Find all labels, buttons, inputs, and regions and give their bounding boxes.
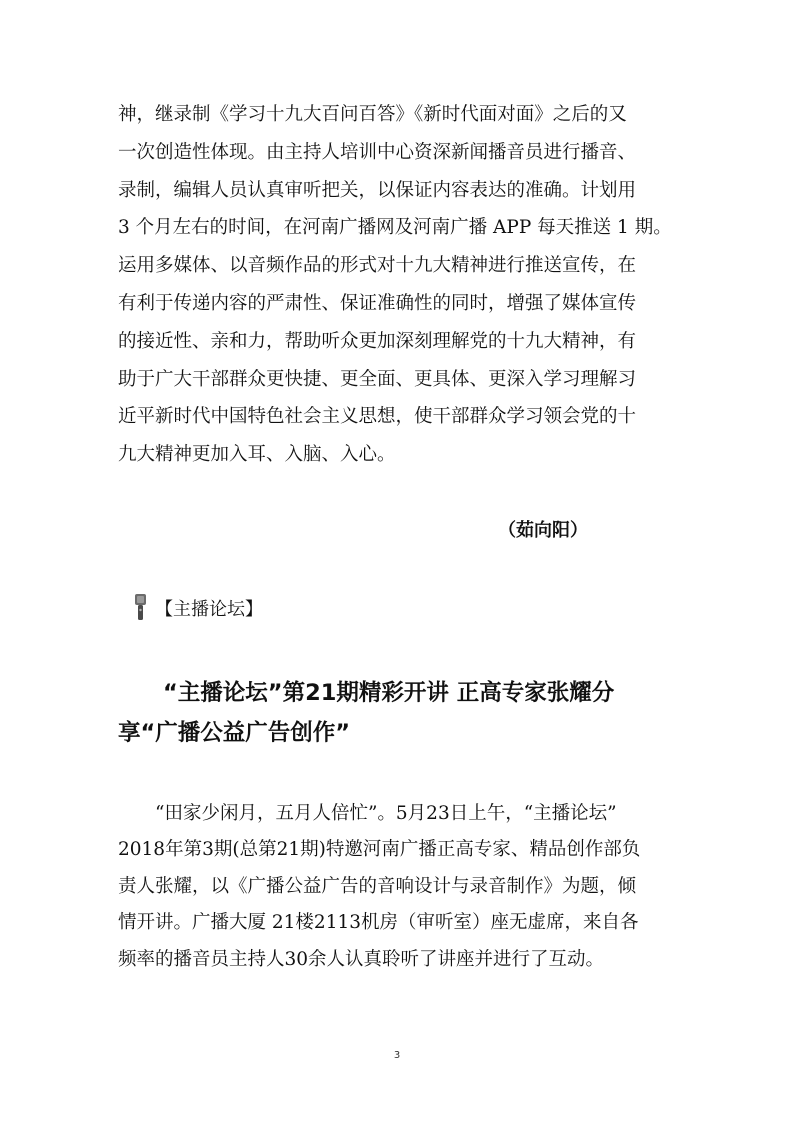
paragraph-line: 录制，编辑人员认真审听把关，以保证内容表达的准确。计划用 xyxy=(118,179,637,201)
paragraph-line: 神，继录制《学习十九大百问百答》《新时代面对面》之后的又 xyxy=(118,104,627,125)
article-headline xyxy=(118,673,688,753)
paragraph-line: 一次创造性体现。由主持人培训中心资深新闻播音员进行播音、 xyxy=(118,141,637,163)
paragraph-line: 责人张耀，以《广播公益广告的音响设计与录音制作》为题，倾 xyxy=(118,875,637,897)
intro-paragraph xyxy=(118,96,683,474)
author-credit: （茹向阳） xyxy=(498,520,588,541)
paragraph-line: 的接近性、亲和力，帮助听众更加深刻理解党的十九大精神，有 xyxy=(118,330,637,352)
paragraph-line: 情开讲。广播大厦 21楼2113机房（审听室）座无虚席，来自各 xyxy=(118,912,639,934)
article-body xyxy=(118,796,683,978)
paragraph-line: 频率的播音员主持人30余人认真聆听了讲座并进行了互动。 xyxy=(118,948,605,970)
page-number: 3 xyxy=(393,1050,401,1061)
paragraph-line: 运用多媒体、以音频作品的形式对十九大精神进行推送宣传，在 xyxy=(118,255,637,277)
headline-line: 享“广播公益广告创作” xyxy=(118,720,351,746)
paragraph-line: 3 个月左右的时间，在河南广播网及河南广播 APP 每天推送 1 期。 xyxy=(118,217,672,239)
section-header xyxy=(133,592,263,624)
section-title: 【主播论坛】 xyxy=(155,599,263,620)
paragraph-line: 2018年第3期(总第21期)特邀河南广播正高专家、精品创作部负 xyxy=(118,839,641,861)
paragraph-line: 助于广大干部群众更快捷、更全面、更具体、更深入学习理解习 xyxy=(118,368,637,390)
paragraph-line: “田家少闲月，五月人倍忙”。5月23日上午，“主播论坛” xyxy=(118,803,617,824)
paragraph-line: 九大精神更加入耳、入脑、入心。 xyxy=(118,444,396,466)
paragraph-line: 有利于传递内容的严肃性、保证准确性的同时，增强了媒体宣传 xyxy=(118,292,637,314)
microphone-icon xyxy=(133,592,149,624)
paragraph-line: 近平新时代中国特色社会主义思想，使干部群众学习领会党的十 xyxy=(118,406,637,428)
headline-line: “主播论坛”第21期精彩开讲 正高专家张耀分 xyxy=(118,680,615,706)
